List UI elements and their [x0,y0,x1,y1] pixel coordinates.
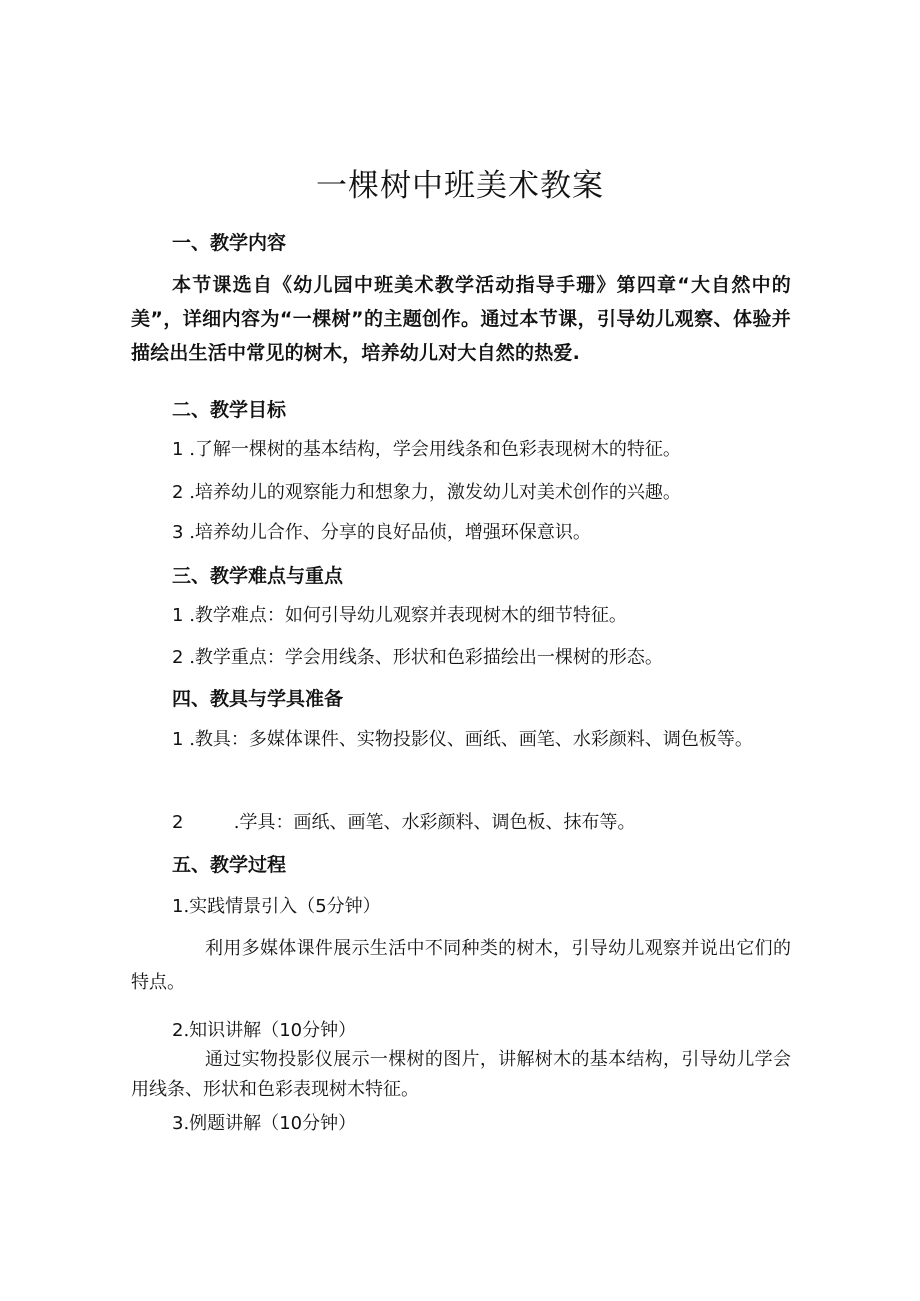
process-step-label: .实践情景引入（ [183,896,316,917]
process-step-number: 3 [172,1113,184,1134]
process-step-title [172,1111,356,1137]
section-heading-difficulties: 三、教学难点与重点 [172,565,344,587]
process-step-label: .知识讲解（ [183,1020,280,1041]
section-heading-content: 一、教学内容 [172,232,287,254]
materials-item [172,810,635,836]
process-step-time: 10分钟 [279,1020,339,1041]
objective-number: 1 [172,439,184,460]
objective-item [172,520,591,546]
process-step-description: 利用多媒体课件展示生活中不同种类的树木，引导幼儿观察并说出它们的特点。 [131,938,791,993]
difficulty-text: .教学难点：如何引导幼儿观察并表现树木的细节特征。 [189,605,627,626]
objective-text: .培养幼儿的观察能力和想象力，激发幼儿对美术创作的兴趣。 [189,482,681,503]
objective-text: .了解一棵树的基本结构，学会用线条和色彩表现树木的特征。 [189,439,681,460]
process-step-time: 10分钟 [279,1113,339,1134]
materials-number: 1 [172,729,184,750]
process-step-title [172,894,381,920]
process-step-title [172,1018,356,1044]
process-step-number: 2 [172,1020,184,1041]
section-heading-materials: 四、教具与学具准备 [172,688,344,710]
process-step-close: ） [362,896,381,917]
process-step-label: .例题讲解（ [183,1113,280,1134]
process-step-close: ） [338,1113,357,1134]
materials-text: .教具：多媒体课件、实物投影仪、画纸、画笔、水彩颜料、调色板等。 [189,729,753,750]
section-heading-process: 五、教学过程 [172,854,287,876]
process-step-close: ） [338,1020,357,1041]
process-step-description: 通过实物投影仪展示一棵树的图片，讲解树木的基本结构，引导幼儿学会用线条、形状和色彩表现树木特征。 [131,1049,791,1100]
objective-number: 2 [172,482,184,503]
process-step-time: 5分钟 [315,896,363,917]
section-heading-objectives: 二、教学目标 [172,399,287,421]
document-title: 一棵树中班美术教案 [316,168,604,204]
materials-number: 2 [172,812,184,833]
difficulty-item [172,645,663,671]
objective-number: 3 [172,522,184,543]
process-step-number: 1 [172,896,184,917]
objective-text: .培养幼儿合作、分享的良好品侦，增强环保意识。 [189,522,591,543]
materials-item [131,722,791,758]
materials-text: .学具：画纸、画笔、水彩颜料、调色板、抹布等。 [233,812,636,833]
objective-item [172,480,681,506]
difficulty-text: .教学重点：学会用线条、形状和色彩描绘出一棵树的形态。 [189,647,663,668]
difficulty-item [172,603,627,629]
section-content-paragraph: 本节课选自《幼儿园中班美术教学活动指导手珊》第四章“大自然中的美”，详细内容为“一棵树”的主题创作。通过本节课，引导幼儿观察、体验并描绘出生活中常见的树木，培养幼儿对大自然的热爱. [131,274,791,364]
difficulty-number: 2 [172,647,184,668]
difficulty-number: 1 [172,605,184,626]
objective-item [172,437,681,463]
